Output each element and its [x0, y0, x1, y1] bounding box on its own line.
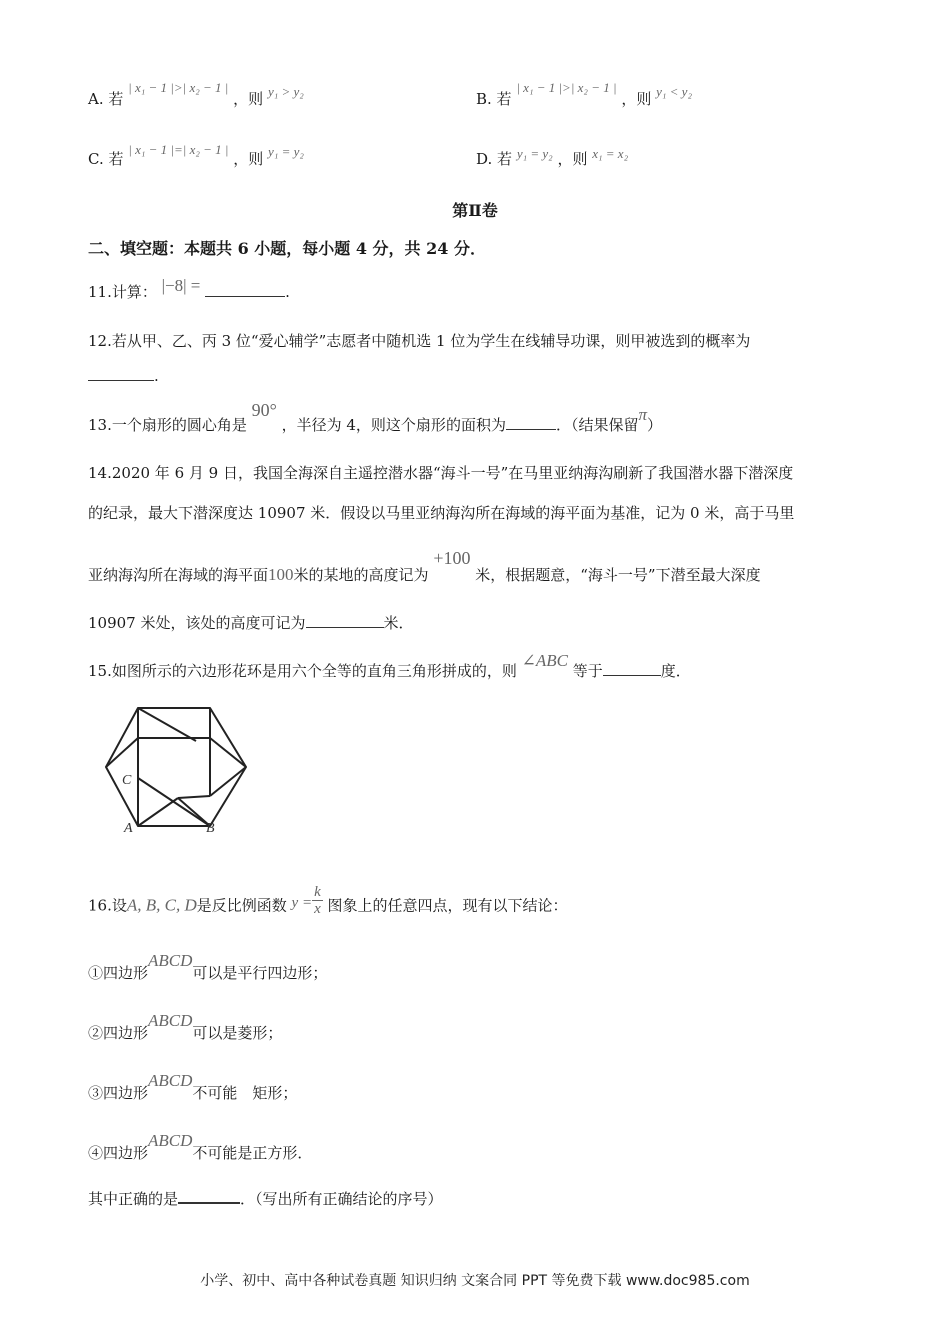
option-b-condition: | x₁ − 1 |>| x₂ − 1 | [516, 80, 617, 95]
option-a [88, 80, 304, 109]
conclusion-4 [88, 1131, 313, 1163]
q11-expression: |−8| = [161, 276, 201, 295]
label-c: C [122, 773, 132, 788]
option-d-then: ，则 [557, 150, 588, 168]
question-12: 12.若从甲、乙、丙 3 位“爱心辅学”志愿者中随机选 1 位为学生在线辅导功课，则甲被选到的概率为 [88, 332, 751, 350]
option-d-condition: y₁ = y₂ [516, 146, 553, 161]
footer-text: 小学、初中、高中各种试卷真题 知识归纳 文案合同 PPT 等免费下载 www.doc985.com [200, 1273, 750, 1289]
q13-pi: π [638, 405, 647, 424]
q14-plus-100: +100 [433, 548, 471, 568]
q13-angle: 90° [251, 400, 277, 420]
q14-text-4b: 米． [383, 614, 414, 632]
label-a: A [124, 821, 133, 836]
hexagon-figure [100, 700, 275, 840]
triangle-line [178, 796, 210, 798]
q16-func-lhs: y = [291, 894, 313, 911]
outer-hexagon [106, 708, 246, 826]
q16-answer-line [88, 1188, 443, 1209]
q12-answer-blank[interactable] [88, 366, 154, 381]
option-a-condition: | x₁ − 1 |>| x₂ − 1 | [128, 80, 229, 95]
conclusion-4-quad: ABCD [148, 1131, 193, 1150]
option-b-label: B. 若 [476, 90, 512, 108]
question-16 [88, 884, 568, 923]
option-b [476, 80, 692, 109]
question-14-line-1: 14.2020 年 6 月 9 日，我国全海深自主遥控潜水器“海斗一号”在马里亚纳海沟刷新了我国潜水器下潜深度 [88, 464, 794, 482]
q16-func-numerator: k [314, 884, 321, 900]
q16-text-2: 是反比例函数 [196, 896, 287, 915]
q13-text-1: 13.一个扇形的圆心角是 [88, 416, 247, 434]
q11-text: 11.计算： [88, 283, 157, 301]
conclusion-3-pre: ③四边形 [88, 1084, 149, 1102]
conclusion-1-post: 可以是平行四边形； [192, 964, 328, 982]
triangle-line [210, 738, 246, 767]
q15-text-1: 15.如图所示的六边形花环是用六个全等的直角三角形拼成的，则 [88, 662, 517, 680]
q14-answer-blank[interactable] [306, 613, 384, 628]
triangle-line [138, 708, 196, 741]
option-d [476, 148, 628, 169]
question-15 [88, 651, 691, 681]
q13-text-3: ．（结果保留 [555, 416, 639, 434]
option-c-label: C. 若 [88, 150, 124, 168]
q14-100: 100 [268, 565, 294, 584]
q16-func-denominator: x [314, 901, 321, 917]
conclusion-1 [88, 951, 328, 983]
conclusion-3-quad: ABCD [148, 1071, 193, 1090]
volume-title: 第Ⅱ卷 [452, 201, 498, 220]
conclusion-2 [88, 1011, 283, 1043]
q12-end: . [154, 367, 159, 385]
q14-text-4a: 10907 米处，该处的高度可记为 [88, 614, 306, 632]
q13-text-2: ，半径为 4，则这个扇形的面积为 [281, 416, 506, 434]
q13-answer-blank[interactable] [506, 415, 556, 430]
q11-end: . [285, 283, 290, 301]
question-11 [88, 276, 290, 302]
question-12-answer-line [88, 366, 159, 385]
q16-points: A, B, C, D [126, 895, 197, 915]
q16-answer-post: ．（写出所有正确结论的序号） [240, 1190, 443, 1208]
conclusion-2-post: 可以是菱形； [192, 1024, 283, 1042]
question-14-line-2: 的纪录，最大下潜深度达 10907 米．假设以马里亚纳海沟所在海域的海平面为基准，记为 0 米，高于马里 [88, 504, 795, 522]
option-b-then: ，则 [621, 90, 652, 108]
triangle-line [138, 798, 178, 826]
q15-text-3: 度． [660, 662, 691, 680]
triangle-line [210, 767, 246, 796]
option-c-then: ，则 [233, 150, 264, 168]
option-c [88, 142, 304, 169]
conclusion-2-pre: ②四边形 [88, 1024, 149, 1042]
option-c-condition: | x₁ − 1 |=| x₂ − 1 | [128, 142, 229, 157]
question-14-line-4 [88, 612, 414, 633]
question-13 [88, 400, 663, 435]
q14-text-3a: 亚纳海沟所在海域的海平面 [88, 566, 269, 584]
label-b: B [206, 821, 215, 836]
conclusion-2-quad: ABCD [148, 1011, 193, 1030]
q15-answer-blank[interactable] [603, 661, 661, 676]
triangle-line [106, 738, 138, 767]
q15-text-2: 等于 [572, 662, 603, 680]
q11-answer-blank[interactable] [205, 282, 285, 297]
q13-text-4: ） [647, 416, 663, 434]
q16-answer-blank[interactable] [178, 1188, 240, 1204]
q14-text-3c: 米，根据题意，“海斗一号”下潜至最大深度 [475, 566, 761, 584]
conclusion-1-pre: ①四边形 [88, 964, 149, 982]
conclusion-4-post: 不可能是正方形． [192, 1144, 313, 1162]
q16-answer-pre: 其中正确的是 [88, 1190, 179, 1208]
option-a-label: A. 若 [88, 90, 124, 108]
option-b-result: y₁ < y₂ [656, 84, 692, 99]
q16-text-3: 图象上的任意四点，现有以下结论： [327, 896, 568, 915]
option-d-label: D. 若 [476, 150, 513, 168]
conclusion-1-quad: ABCD [148, 951, 193, 970]
question-14-line-3 [88, 548, 761, 585]
option-c-result: y₁ = y₂ [268, 144, 304, 159]
conclusion-3-post: 不可能 矩形； [192, 1084, 298, 1102]
section-heading: 二、填空题：本题共 6 小题，每小题 4 分，共 24 分． [88, 239, 486, 258]
conclusion-4-pre: ④四边形 [88, 1144, 149, 1162]
q16-text-1: 16.设 [88, 896, 127, 915]
conclusion-3 [88, 1071, 298, 1103]
q16-fraction [312, 884, 323, 917]
q15-angle: ∠ABC [521, 651, 568, 670]
option-d-result: x₁ = x₂ [592, 146, 629, 161]
q14-text-3b: 米的某地的高度记为 [293, 566, 429, 584]
option-a-then: ，则 [233, 90, 264, 108]
option-a-result: y₁ > y₂ [267, 84, 304, 99]
